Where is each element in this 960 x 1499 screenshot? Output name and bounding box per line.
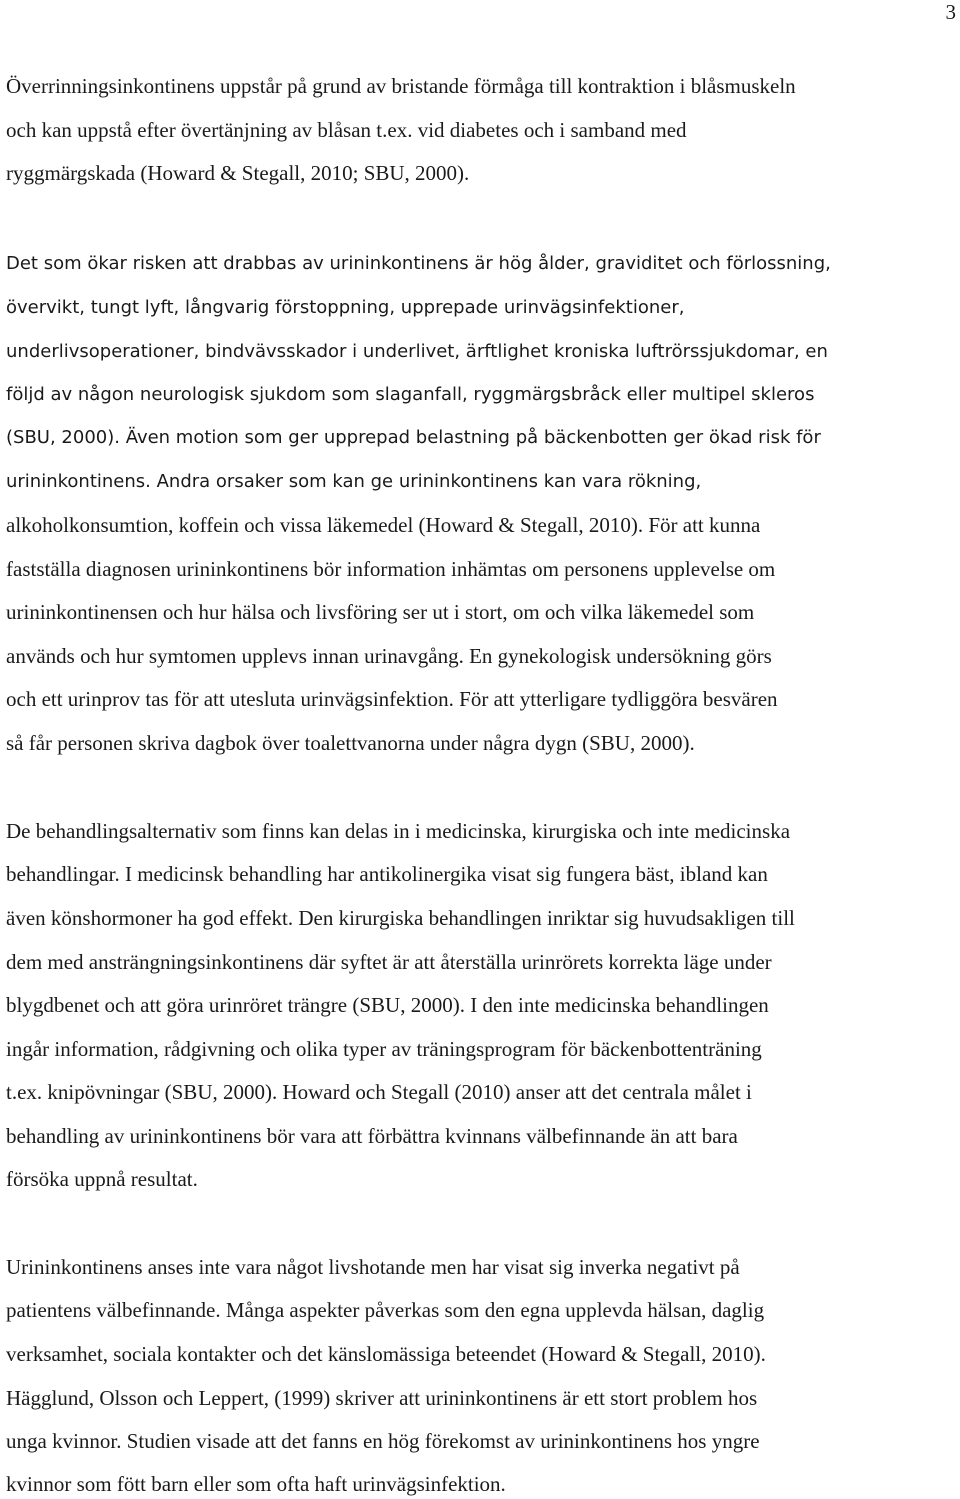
text-line: försöka uppnå resultat. [6, 1167, 198, 1191]
text-line: och kan uppstå efter övertänjning av blåsan t.ex. vid diabetes och i samband med [6, 118, 687, 142]
text-line: kvinnor som fött barn eller som ofta haft urinvägsinfektion. [6, 1472, 506, 1496]
text-line: följd av någon neurologisk sjukdom som slaganfall, ryggmärgsbråck eller multipel skleros [6, 384, 815, 405]
text-line: används och hur symtomen upplevs innan urinavgång. En gynekologisk undersökning görs [6, 644, 772, 668]
text-line: Överrinningsinkontinens uppstår på grund av bristande förmåga till kontraktion i blåsmuskeln [6, 74, 796, 98]
text-line: Det som ökar risken att drabbas av urininkontinens är hög ålder, graviditet och förlossning, [6, 253, 831, 274]
text-line: t.ex. knipövningar (SBU, 2000). Howard och Stegall (2010) anser att det centrala målet i [6, 1080, 752, 1104]
text-line: (SBU, 2000). Även motion som ger upprepad belastning på bäckenbotten ger ökad risk för [6, 427, 821, 448]
text-line: verksamhet, sociala kontakter och det känslomässiga beteendet (Howard & Stegall, 2010). [6, 1342, 766, 1366]
text-line: unga kvinnor. Studien visade att det fanns en hög förekomst av urininkontinens hos yngre [6, 1429, 760, 1453]
text-line: Hägglund, Olsson och Leppert, (1999) skriver att urininkontinens är ett stort problem hos [6, 1386, 758, 1410]
text-line: fastställa diagnosen urininkontinens bör information inhämtas om personens upplevelse om [6, 557, 776, 581]
text-line: De behandlingsalternativ som finns kan delas in i medicinska, kirurgiska och inte medicinska [6, 819, 791, 843]
text-line: ryggmärgskada (Howard & Stegall, 2010; SBU, 2000). [6, 161, 470, 185]
text-line: alkoholkonsumtion, koffein och vissa läkemedel (Howard & Stegall, 2010). För att kunna [6, 513, 761, 537]
text-line: även könshormoner ha god effekt. Den kirurgiska behandlingen inriktar sig huvudsakligen till [6, 906, 795, 930]
text-line: blygdbenet och att göra urinröret trängre (SBU, 2000). I den inte medicinska behandlingen [6, 993, 769, 1017]
text-line: och ett urinprov tas för att utesluta urinvägsinfektion. För att ytterligare tydliggöra besvären [6, 687, 778, 711]
text-line: Urininkontinens anses inte vara något livshotande men har visat sig inverka negativt på [6, 1255, 740, 1279]
text-line: så får personen skriva dagbok över toalettvanorna under några dygn (SBU, 2000). [6, 731, 695, 755]
text-line: behandlingar. I medicinsk behandling har antikolinergika visat sig fungera bäst, ibland kan [6, 862, 768, 886]
text-line: övervikt, tungt lyft, långvarig förstoppning, upprepade urinvägsinfektioner, [6, 297, 685, 318]
text-line: behandling av urininkontinens bör vara att förbättra kvinnans välbefinnande än att bara [6, 1124, 738, 1148]
text-line: dem med ansträngningsinkontinens där syftet är att återställa urinrörets korrekta läge under [6, 950, 772, 974]
text-line: urininkontinensen och hur hälsa och livsföring ser ut i stort, om och vilka läkemedel som [6, 600, 755, 624]
text-line: ingår information, rådgivning och olika typer av träningsprogram för bäckenbottenträning [6, 1037, 762, 1061]
text-line: underlivsoperationer, bindvävsskador i underlivet, ärftlighet kroniska luftrörssjukdomar, en [6, 341, 828, 362]
text-line: patientens välbefinnande. Många aspekter påverkas som den egna upplevda hälsan, daglig [6, 1298, 765, 1322]
text-line: urininkontinens. Andra orsaker som kan ge urininkontinens kan vara rökning, [6, 471, 702, 492]
page-number: 3 [945, 0, 956, 24]
